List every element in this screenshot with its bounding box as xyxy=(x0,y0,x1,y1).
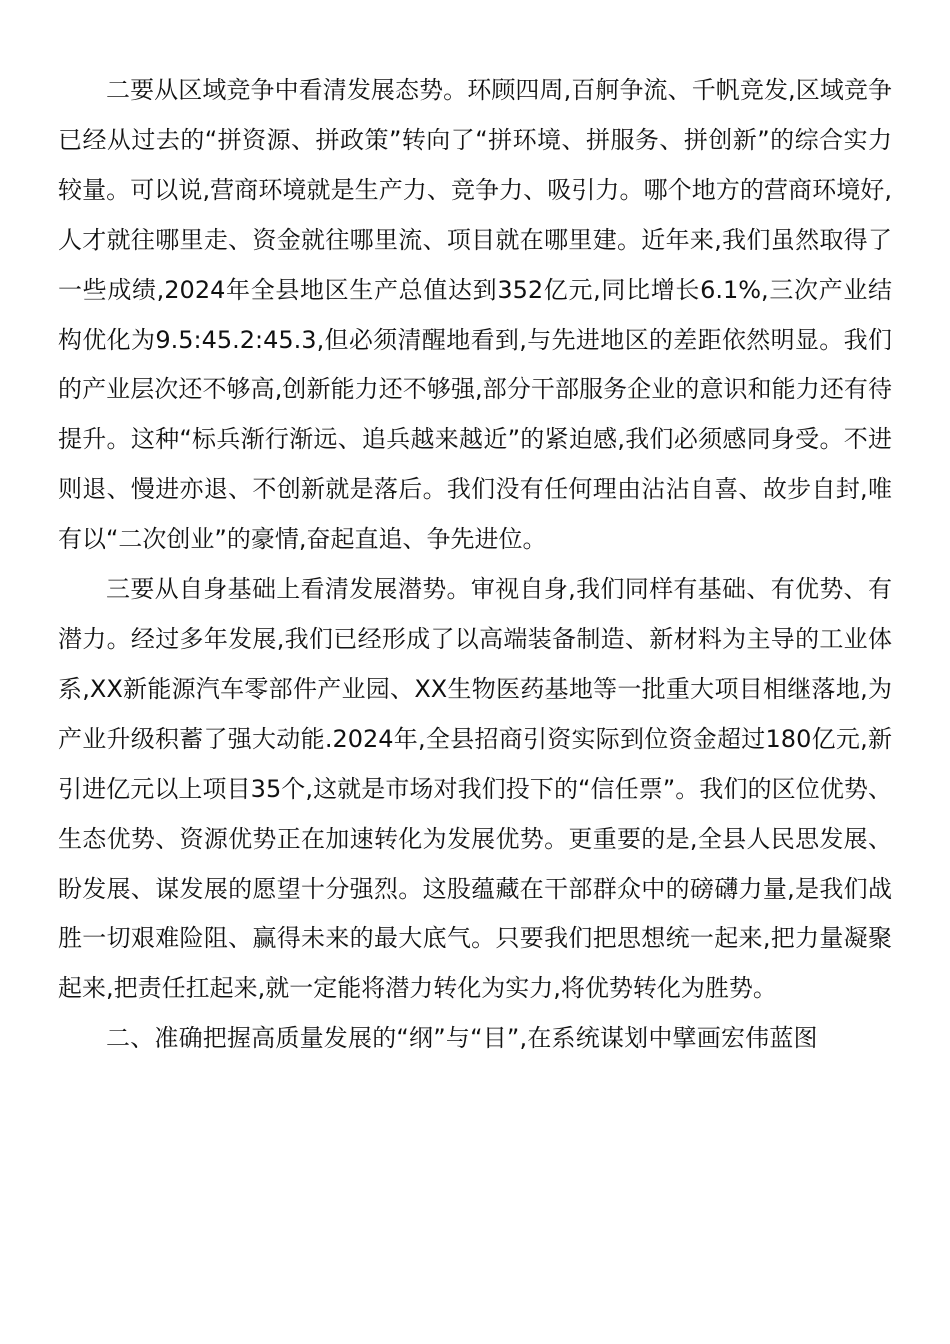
paragraph-own-foundation: 三要从自身基础上看清发展潜势。审视自身,我们同样有基础、有优势、有潜力。经过多年发展,我们已经形成了以高端装备制造、新材料为主导的工业体系,XX新能源汽车零部件产业园、XX生物医药基地等一批重大项目相继落地,为产业升级积蓄了强大动能.2024年,全县招商引资实际到位资金超过180亿元,新引进亿元以上项目35个,这就是市场对我们投下的“信任票”。我们的区位优势、生态优势、资源优势正在加速转化为发展优势。更重要的是,全县人民思发展、盼发展、谋发展的愿望十分强烈。这股蕴藏在干部群众中的磅礴力量,是我们战胜一切艰难险阻、赢得未来的最大底气。只要我们把思想统一起来,把力量凝聚起来,把责任扛起来,就一定能将潜力转化为实力,将优势转化为胜势。 xyxy=(58,575,892,1003)
paragraph-regional-competition: 二要从区域竞争中看清发展态势。环顾四周,百舸争流、千帆竞发,区域竞争已经从过去的“拼资源、拼政策”转向了“拼环境、拼服务、拼创新”的综合实力较量。可以说,营商环境就是生产力、竞争力、吸引力。哪个地方的营商环境好,人才就往哪里走、资金就往哪里流、项目就在哪里建。近年来,我们虽然取得了一些成绩,2024年全县地区生产总值达到352亿元,同比增长6.1%,三次产业结构优化为9.5:45.2:45.3,但必须清醒地看到,与先进地区的差距依然明显。我们的产业层次还不够高,创新能力还不够强,部分干部服务企业的意识和能力还有待提升。这种“标兵渐行渐远、追兵越来越近”的紧迫感,我们必须感同身受。不进则退、慢进亦退、不创新就是落后。我们没有任何理由沾沾自喜、故步自封,唯有以“二次创业”的豪情,奋起直追、争先进位。 xyxy=(58,76,892,554)
document-page xyxy=(58,66,892,1064)
section-heading: 二、准确把握高质量发展的“纲”与“目”,在系统谋划中擘画宏伟蓝图 xyxy=(106,1024,818,1053)
